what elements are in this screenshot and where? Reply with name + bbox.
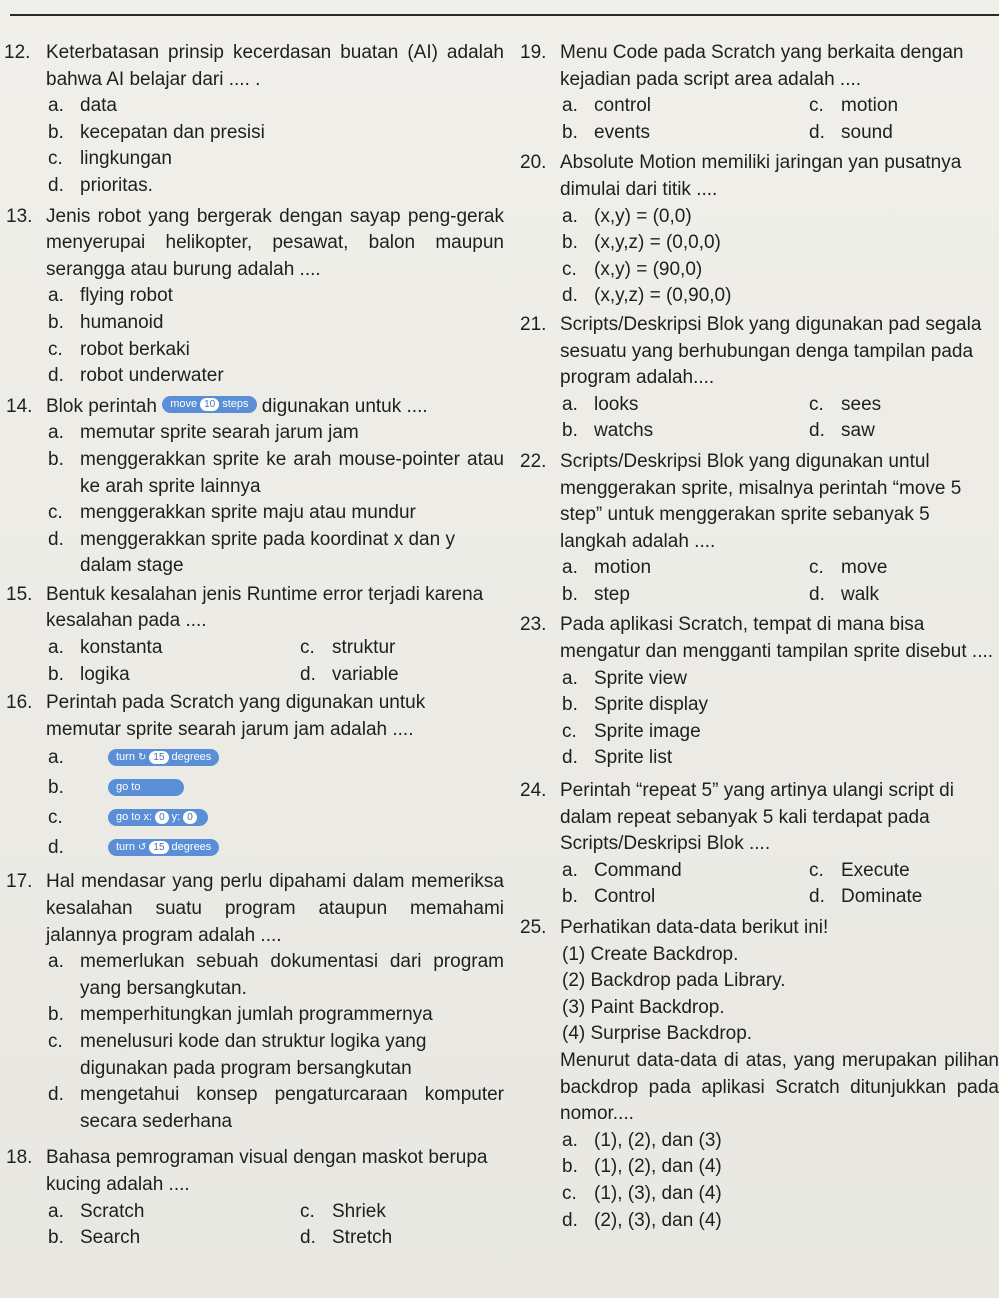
option-d[interactable]: d. Stretch (300, 1227, 393, 1249)
question-text: Bentuk kesalahan jenis Runtime error terjadi karena kesalahan pada .... (46, 583, 484, 632)
option-a[interactable]: a. Scratch (48, 1200, 145, 1222)
question-text-2: Menurut data-data di atas, yang merupakan pilihan backdrop pada aplikasi Scratch ditunjukkan pada nomor.... (560, 1049, 999, 1125)
option-d[interactable]: d. (2), (3), dan (4) (562, 1209, 722, 1231)
question-21 (520, 312, 999, 445)
option-c[interactable]: c. Shriek (300, 1200, 386, 1222)
option-c[interactable]: c. struktur (300, 637, 396, 659)
turn-degrees-block: turn ↻ 15 degrees (108, 749, 219, 766)
option-b[interactable]: b. events (562, 121, 650, 143)
options (560, 204, 999, 310)
option-c[interactable]: c. Sprite image (562, 720, 701, 742)
option-a[interactable]: a. konstanta (48, 637, 163, 659)
option-c[interactable]: c. lingkungan (48, 148, 172, 170)
left-column (6, 40, 504, 1252)
question-text: Perintah pada Scratch yang digunakan untuk memutar sprite searah jarum jam adalah .... (46, 692, 426, 740)
option-c[interactable]: c. (x,y) = (90,0) (562, 258, 703, 280)
go-to-block: go to (108, 779, 184, 796)
question-25 (520, 915, 999, 1234)
data-items (560, 942, 999, 1048)
option-b[interactable]: b. (1), (2), dan (4) (562, 1156, 722, 1178)
question-23 (520, 612, 999, 772)
question-12 (6, 40, 504, 200)
question-text: Scripts/Deskripsi Blok yang digunakan untul menggerakan sprite, misalnya perintah “move 5 step” untuk menggerakan sprite sebanyak 5 langkah adalah .... (560, 450, 962, 552)
question-number: 13. (6, 205, 33, 227)
question-text: Jenis robot yang bergerak dengan sayap peng-gerak menyerupai helikopter, pesawat, balon maupun serangga atau burung adalah .... (46, 205, 504, 280)
option-a[interactable]: a. (1), (2), dan (3) (562, 1129, 722, 1151)
option-b[interactable]: b. memperhitungkan jumlah programmernya (48, 1004, 433, 1026)
options (46, 93, 504, 199)
option-a[interactable]: a. Command (562, 859, 682, 881)
question-text: Absolute Motion memiliki jaringan yan pusatnya dimulai dari titik .... (560, 152, 962, 200)
question-18 (6, 1145, 504, 1251)
question-text: Perhatikan data-data berikut ini! (560, 917, 829, 938)
options (560, 666, 999, 772)
option-b[interactable]: b. Search (48, 1227, 141, 1249)
option-b[interactable]: b. logika (48, 663, 130, 685)
option-b[interactable]: b. kecepatan dan presisi (48, 121, 265, 143)
options (46, 743, 504, 863)
option-c[interactable]: c. go to x: 0 y: 0 (48, 803, 504, 833)
question-text: Hal mendasar yang perlu dipahami dalam memeriksa kesalahan suatu program ataupun memahami jalannya program adalah .... (46, 871, 504, 946)
question-text: Pada aplikasi Scratch, tempat di mana bisa mengatur dan mengganti tampilan sprite disebut .... (560, 614, 994, 663)
option-c[interactable]: c. menggerakkan sprite maju atau mundur (48, 502, 416, 524)
data-item: (3) Paint Backdrop. (562, 996, 725, 1018)
option-a[interactable]: a. motion (562, 557, 652, 579)
option-a[interactable]: a. turn ↻ 15 degrees (48, 743, 504, 773)
option-a[interactable]: a. (x,y) = (0,0) (562, 205, 692, 227)
question-number: 24. (520, 780, 547, 802)
option-b[interactable]: b. watchs (562, 420, 654, 442)
option-b[interactable]: b. go to (48, 773, 504, 803)
options (46, 1199, 504, 1252)
option-c[interactable]: c. robot berkaki (48, 338, 190, 360)
option-b[interactable]: b. humanoid (48, 311, 164, 333)
question-number: 14. (6, 395, 33, 417)
question-13 (6, 204, 504, 390)
data-item: (4) Surprise Backdrop. (562, 1023, 753, 1045)
question-text: Bahasa pemrograman visual dengan maskot berupa kucing adalah .... (46, 1147, 488, 1195)
option-d[interactable]: d. prioritas. (48, 174, 153, 196)
question-number: 22. (520, 450, 547, 472)
question-text: Keterbatasan prinsip kecerdasan buatan (AI) adalah bahwa AI belajar dari .... . (46, 42, 504, 90)
option-d[interactable]: d. menggerakkan sprite pada koordinat x dan y dalam stage (48, 528, 455, 577)
question-text: Menu Code pada Scratch yang berkaita dengan kejadian pada script area adalah .... (560, 42, 964, 90)
top-rule (10, 14, 999, 16)
data-item: (2) Backdrop pada Library. (562, 970, 786, 992)
question-text: Scripts/Deskripsi Blok yang digunakan pad segala sesuatu yang berhubungan denga tampilan pada program adalah.... (560, 313, 982, 389)
options (46, 949, 504, 1135)
option-d[interactable]: d. walk (809, 583, 880, 605)
options (560, 93, 999, 146)
option-c[interactable]: c. move (809, 557, 888, 579)
question-14 (6, 394, 504, 580)
option-d[interactable]: d. variable (300, 663, 399, 685)
question-number: 17. (6, 871, 33, 893)
question-number: 20. (520, 152, 547, 174)
option-d[interactable]: d. Sprite list (562, 747, 673, 769)
option-d[interactable]: d. mengetahui konsep pengaturcaraan komputer secara sederhana (48, 1084, 504, 1132)
options (46, 283, 504, 389)
option-c[interactable]: c. (1), (3), dan (4) (562, 1182, 722, 1204)
question-text: Perintah “repeat 5” yang artinya ulangi script di dalam repeat sebanyak 5 kali terdapat pada Scripts/Deskripsi Blok .... (560, 780, 954, 855)
option-a[interactable]: a. looks (562, 393, 639, 415)
question-24 (520, 778, 999, 911)
question-number: 18. (6, 1147, 33, 1169)
question-number: 25. (520, 917, 547, 938)
question-16 (6, 690, 504, 863)
option-a[interactable]: a. Sprite view (562, 667, 687, 689)
option-b[interactable]: b. (x,y,z) = (0,0,0) (562, 232, 721, 254)
right-column (520, 40, 999, 1234)
option-b[interactable]: b. step (562, 583, 630, 605)
option-a[interactable]: a. control (562, 95, 652, 117)
options (560, 1128, 999, 1234)
question-19 (520, 40, 999, 146)
options (560, 858, 999, 911)
options (560, 555, 999, 608)
question-20 (520, 150, 999, 310)
data-item: (1) Create Backdrop. (562, 943, 739, 965)
option-c[interactable]: c. Execute (809, 859, 910, 881)
go-to-xy-block: go to x: 0 y: 0 (108, 809, 208, 826)
question-22 (520, 449, 999, 609)
options (560, 392, 999, 445)
option-c[interactable]: c. menelusuri kode dan struktur logika yang digunakan pada program bersangkutan (48, 1031, 427, 1079)
option-d[interactable]: d. Dominate (809, 886, 923, 908)
options (46, 420, 504, 580)
option-a[interactable]: a. memutar sprite searah jarum jam (48, 422, 359, 444)
option-a[interactable]: a. flying robot (48, 285, 173, 307)
question-number: 19. (520, 42, 547, 63)
question-number: 15. (6, 583, 33, 605)
option-b[interactable]: b. Sprite display (562, 694, 709, 716)
option-d[interactable]: d. robot underwater (48, 365, 224, 387)
question-number: 23. (520, 614, 547, 636)
question-number: 16. (6, 692, 33, 714)
options (46, 635, 504, 688)
option-c[interactable]: c. sees (809, 393, 882, 415)
option-d[interactable]: d. sound (809, 121, 893, 143)
option-b[interactable]: b. Control (562, 886, 656, 908)
option-a[interactable]: a. data (48, 95, 117, 117)
option-b[interactable]: b. menggerakkan sprite ke arah mouse-pointer atau ke arah sprite lainnya (48, 448, 504, 497)
option-d[interactable]: d. turn ↺ 15 degrees (48, 833, 504, 863)
question-number: 12. (4, 42, 31, 63)
question-text: Blok perintah move 10 steps digunakan untuk .... (46, 395, 428, 417)
option-d[interactable]: d. saw (809, 420, 875, 442)
question-17 (6, 869, 504, 1135)
move-steps-block: move 10 steps (162, 396, 256, 413)
question-number: 21. (520, 313, 547, 335)
option-d[interactable]: d. (x,y,z) = (0,90,0) (562, 285, 732, 307)
question-15 (6, 582, 504, 688)
option-a[interactable]: a. memerlukan sebuah dokumentasi dari program yang bersangkutan. (48, 951, 504, 999)
option-c[interactable]: c. motion (809, 95, 899, 117)
turn-degrees-block: turn ↺ 15 degrees (108, 839, 219, 856)
